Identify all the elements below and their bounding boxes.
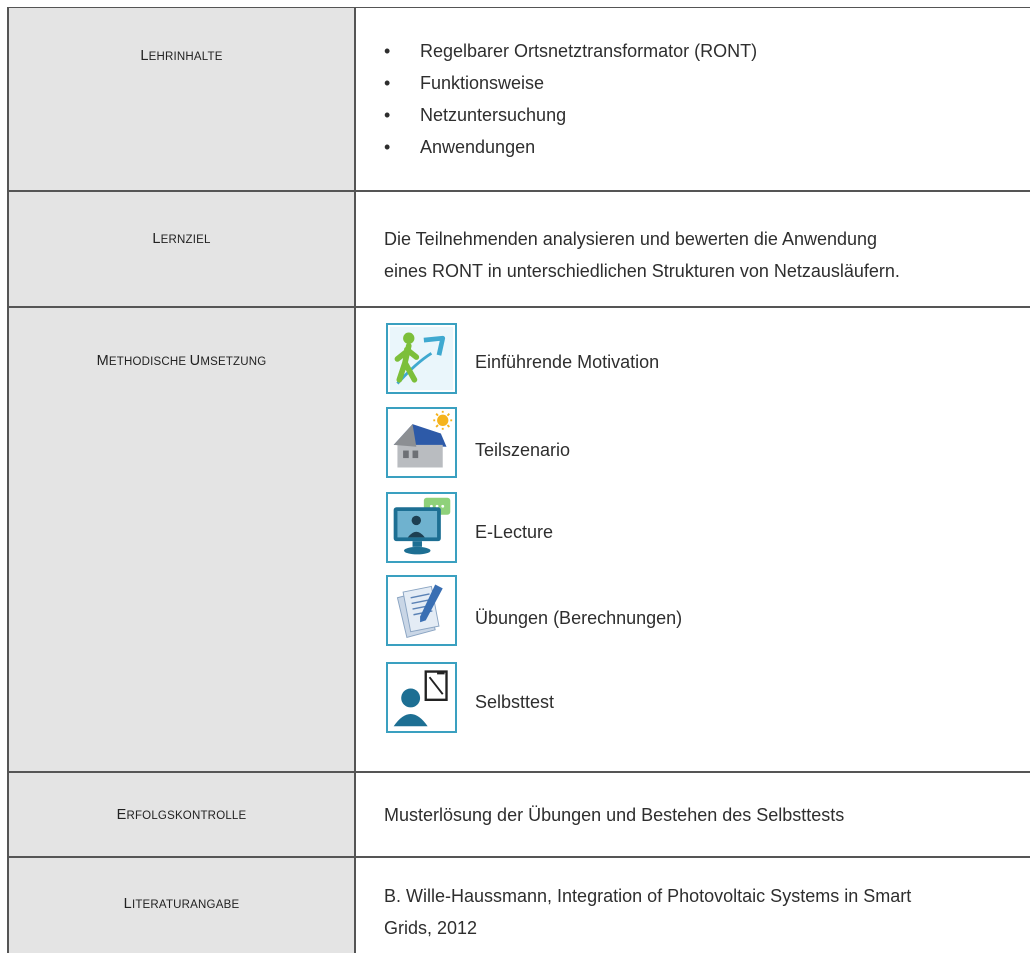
content-cell-lernziel [356, 192, 1030, 306]
label-cell-lernziel [7, 192, 356, 306]
method-label: Übungen (Berechnungen) [475, 608, 683, 628]
monitor-lecture-icon [386, 492, 457, 563]
learning-goal-line-1: Die Teilnehmenden analysieren und bewerten die Anwendung [384, 229, 878, 249]
reference-line-1: B. Wille-Haussmann, Integration of Photovoltaic Systems in Smart [384, 886, 912, 906]
walking-person-arrow-icon [386, 323, 457, 394]
house-solar-sun-icon [386, 407, 457, 478]
method-label: Selbsttest [475, 692, 555, 712]
reference-line-2: Grids, 2012 [384, 918, 478, 938]
row-erfolgskontrolle [7, 773, 1030, 856]
label-cell-erfolgskontrolle [7, 773, 356, 856]
course-module-table [7, 0, 1030, 953]
row-label-methodische-umsetzung: METHODISCHE UMSETZUNG [96, 353, 267, 369]
learning-goal-line-2: eines RONT in unterschiedlichen Strukturen von Netzausläufern. [384, 261, 900, 281]
list-item: • Regelbarer Ortsnetztransformator (RONT) [384, 35, 757, 67]
row-label-erfolgskontrolle: ERFOLGSKONTROLLE [116, 807, 247, 823]
content-cell-literaturangabe [356, 858, 1030, 953]
content-cell-methodische-umsetzung [356, 308, 1030, 771]
method-label: Teilszenario [475, 440, 571, 460]
row-literaturangabe [7, 858, 1030, 953]
label-cell-literaturangabe [7, 858, 356, 953]
person-test-sheet-icon [386, 662, 457, 733]
content-cell-erfolgskontrolle [356, 773, 1030, 856]
list-item: • Funktionsweise [384, 67, 757, 99]
success-control-text: Musterlösung der Übungen und Bestehen des Selbsttests [384, 805, 845, 825]
row-label-lehrinhalte: LEHRINHALTE [140, 48, 223, 64]
method-label: Einführende Motivation [475, 352, 660, 372]
content-cell-lehrinhalte [356, 8, 1030, 191]
documents-pen-icon [386, 575, 457, 646]
row-methodische-umsetzung [7, 308, 1030, 771]
row-label-literaturangabe: LITERATURANGABE [123, 896, 240, 912]
row-label-lernziel: LERNZIEL [152, 231, 211, 247]
row-lehrinhalte [7, 8, 1030, 191]
list-item: • Anwendungen [384, 131, 757, 163]
method-label: E-Lecture [475, 522, 554, 542]
label-cell-lehrinhalte [7, 8, 356, 191]
label-cell-methodische-umsetzung [7, 308, 356, 771]
learning-goal-text [384, 223, 996, 287]
content-list [384, 35, 757, 163]
row-lernziel [7, 192, 1030, 306]
list-item: • Netzuntersuchung [384, 99, 757, 131]
reference-text [384, 880, 996, 944]
